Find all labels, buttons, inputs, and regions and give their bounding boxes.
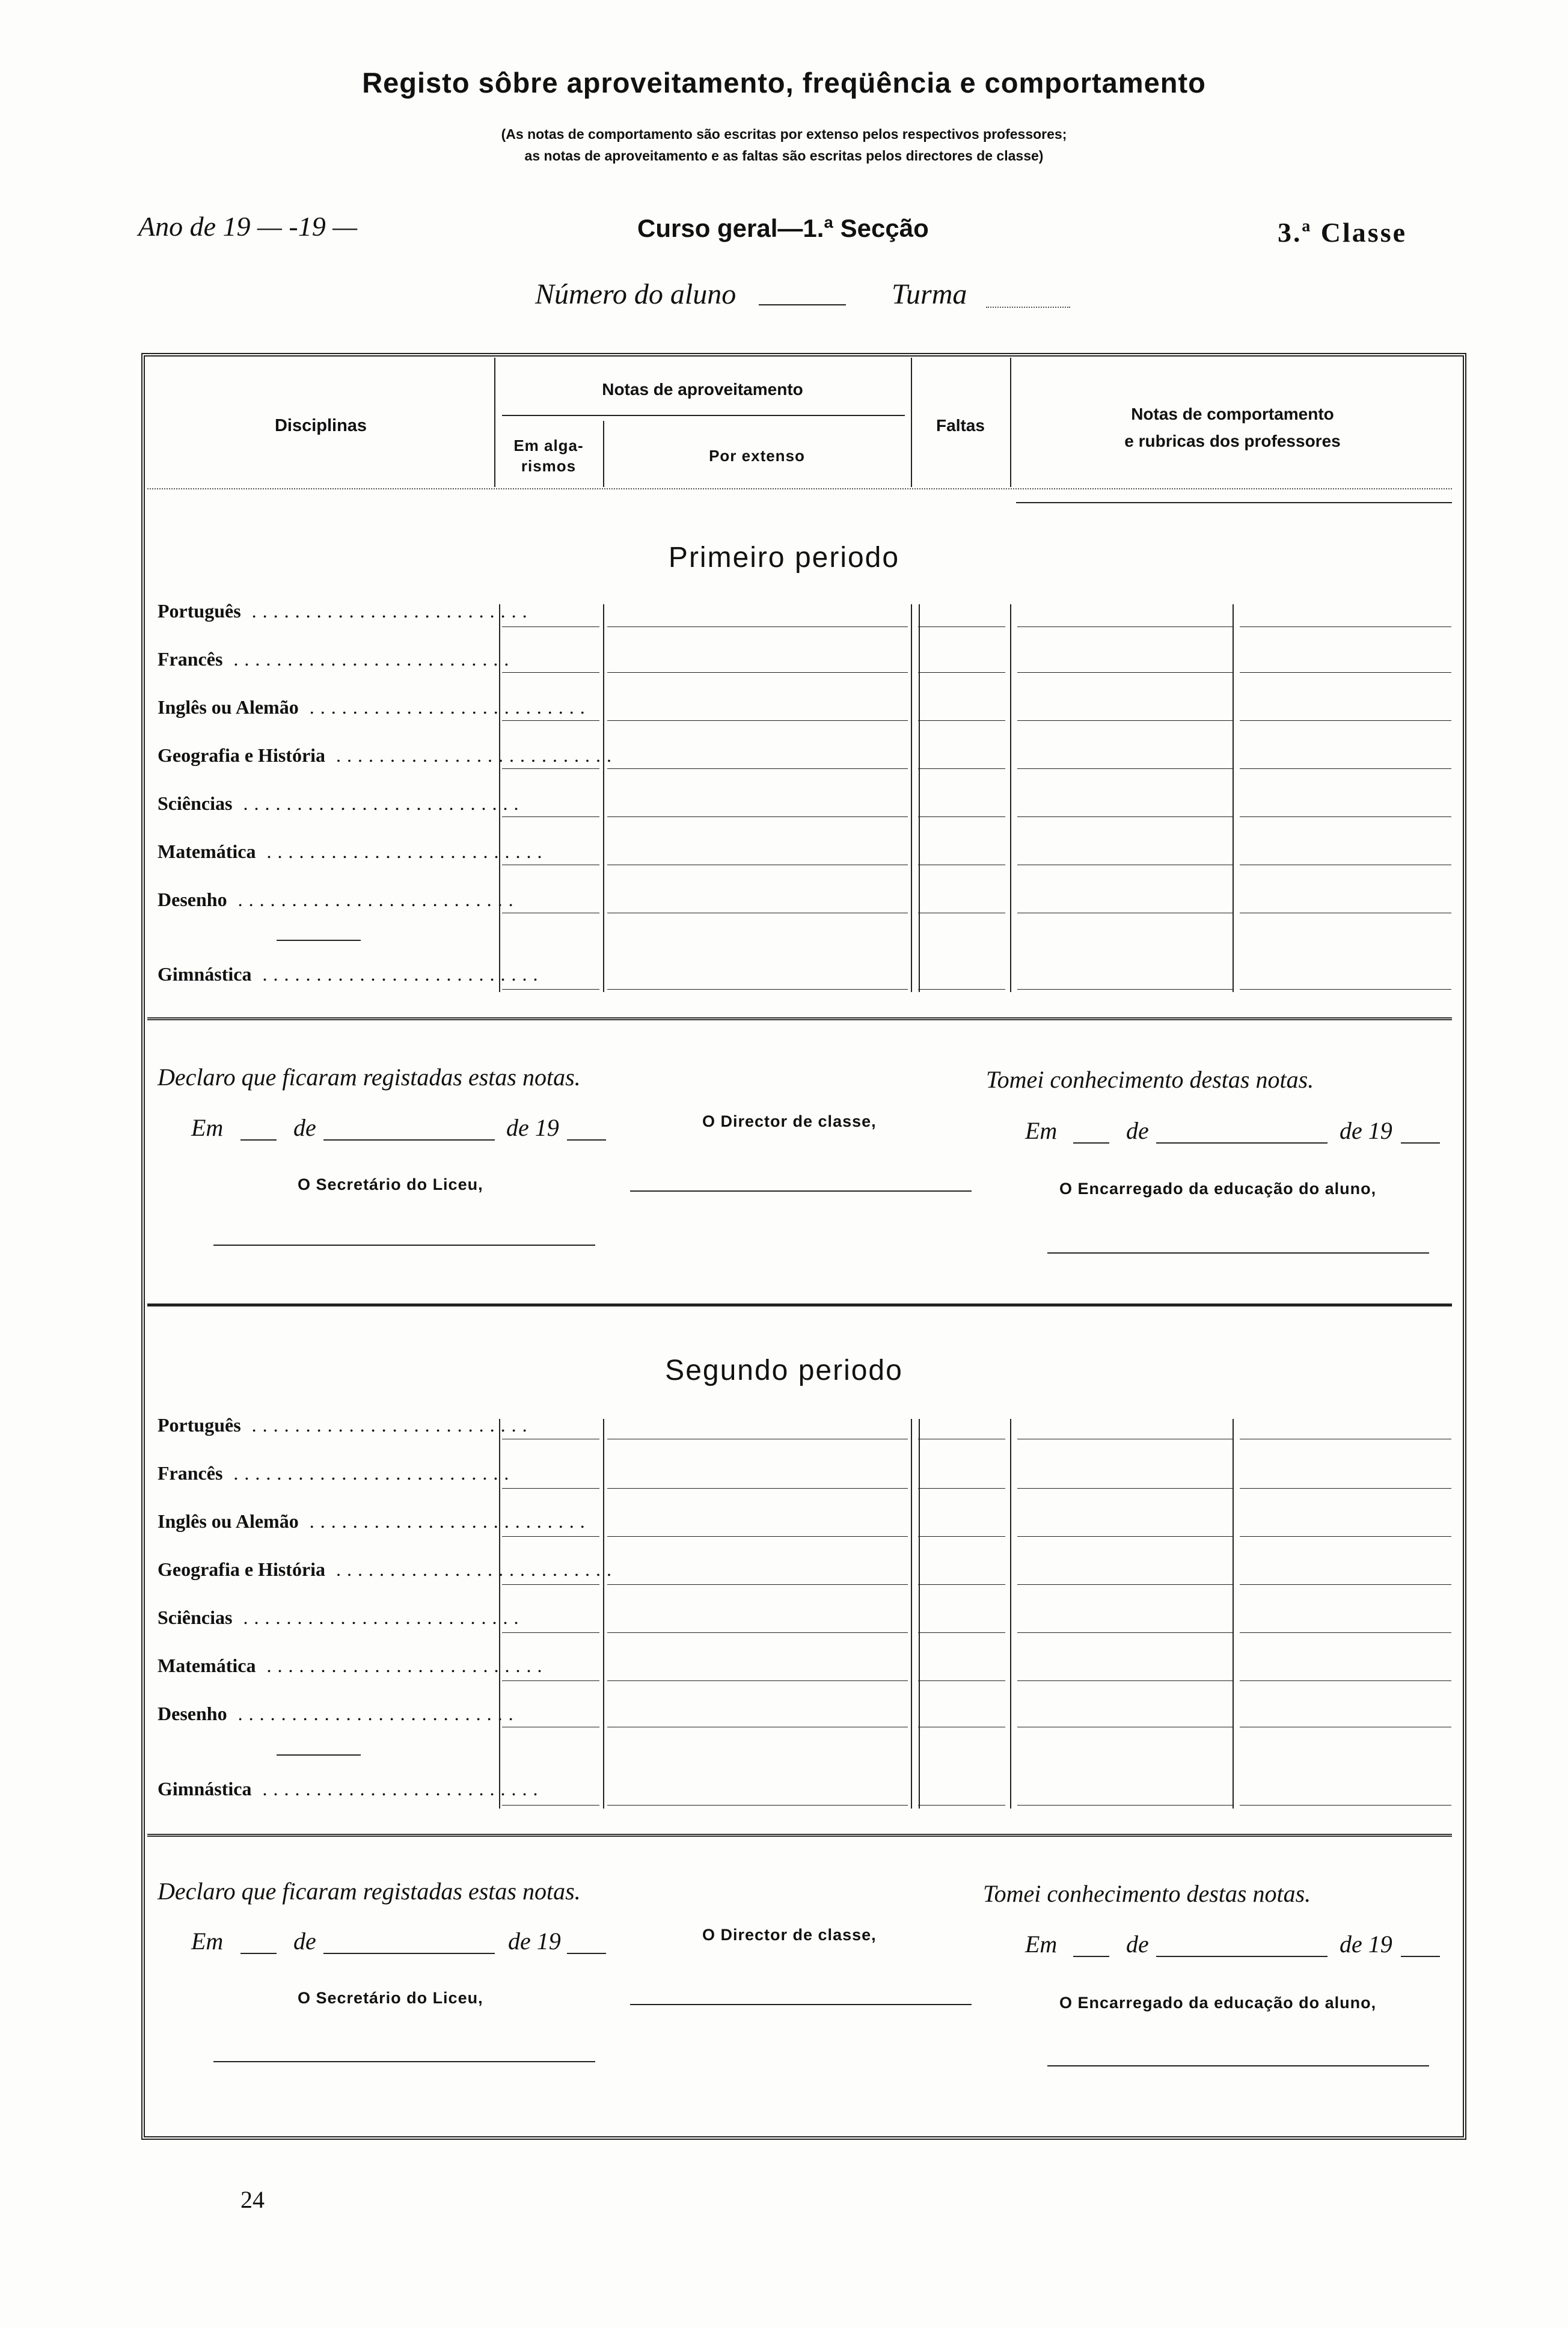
subject-name: Matemática	[158, 1655, 256, 1676]
subject-label: Sciências ..........................	[158, 792, 525, 814]
entry-line[interactable]	[1240, 1680, 1451, 1681]
period-1-title: Primeiro periodo	[668, 542, 900, 574]
entry-line[interactable]	[918, 1680, 1005, 1681]
entry-line[interactable]	[1240, 989, 1451, 990]
entry-line[interactable]	[502, 672, 599, 673]
entry-line[interactable]	[918, 672, 1005, 673]
entry-line[interactable]	[918, 816, 1005, 817]
instructions-line-2: as notas de aproveitamento e as faltas são escritas pelos directores de classe)	[524, 148, 1044, 164]
student-number-label: Número do aluno	[535, 278, 737, 310]
secretary-label-1: O Secretário do Liceu,	[298, 1175, 483, 1193]
subject-label: Matemática ..........................	[158, 841, 548, 862]
subject-name: Português	[158, 1414, 241, 1436]
page-number: 24	[240, 2186, 265, 2213]
entry-line[interactable]	[1017, 1632, 1234, 1633]
entry-line[interactable]	[607, 1584, 908, 1585]
entry-line[interactable]	[607, 816, 908, 817]
subject-label: Geografia e História ..........................	[158, 1558, 618, 1580]
entry-line[interactable]	[1017, 1805, 1234, 1806]
entry-line[interactable]	[1017, 816, 1234, 817]
entry-line[interactable]	[1240, 626, 1451, 627]
entry-line[interactable]	[502, 989, 599, 990]
entry-line[interactable]	[502, 626, 599, 627]
entry-line[interactable]	[1240, 768, 1451, 769]
entry-line[interactable]	[607, 1805, 908, 1806]
entry-line[interactable]	[1017, 1488, 1234, 1489]
col-comportamento-1: Notas de comportamento	[1131, 405, 1334, 423]
entry-line[interactable]	[607, 626, 908, 627]
entry-line[interactable]	[1017, 1584, 1234, 1585]
col-em-algarismos-1: Em alga-	[513, 437, 584, 455]
entry-line[interactable]	[918, 626, 1005, 627]
declaration-2: Declaro que ficaram registadas estas notas.	[158, 1878, 581, 1905]
class-label: 3.ª Classe	[1278, 217, 1407, 248]
subject-name: Sciências	[158, 792, 233, 814]
entry-line[interactable]	[1240, 1805, 1451, 1806]
entry-line[interactable]	[607, 768, 908, 769]
class-group-label: Turma	[892, 278, 967, 310]
subject-label: Francês ..........................	[158, 648, 515, 670]
subject-label: Gimnástica ..........................	[158, 1778, 544, 1800]
director-label-1: O Director de classe,	[702, 1112, 877, 1130]
entry-line[interactable]	[502, 1584, 599, 1585]
entry-line[interactable]	[1240, 1632, 1451, 1633]
subject-label: Desenho ..........................	[158, 889, 519, 910]
entry-line[interactable]	[1017, 768, 1234, 769]
entry-line[interactable]	[918, 1488, 1005, 1489]
entry-line[interactable]	[1240, 672, 1451, 673]
subject-label: Desenho ..........................	[158, 1703, 519, 1724]
page-title: Registo sôbre aproveitamento, freqüência e comportamento	[362, 67, 1206, 99]
acknowledgement-1: Tomei conhecimento destas notas.	[986, 1066, 1314, 1093]
instructions-line-1: (As notas de comportamento são escritas por extenso pelos respectivos professores;	[501, 126, 1067, 142]
entry-line[interactable]	[918, 768, 1005, 769]
entry-line[interactable]	[607, 989, 908, 990]
entry-line[interactable]	[502, 1805, 599, 1806]
entry-line[interactable]	[1017, 720, 1234, 721]
entry-line[interactable]	[607, 1536, 908, 1537]
entry-line[interactable]	[607, 1680, 908, 1681]
period-2-title: Segundo periodo	[665, 1355, 903, 1386]
col-por-extenso: Por extenso	[709, 447, 805, 465]
entry-line[interactable]	[1017, 1536, 1234, 1537]
entry-line[interactable]	[1240, 1536, 1451, 1537]
subject-name: Gimnástica	[158, 963, 252, 985]
subject-name: Geografia e História	[158, 1558, 326, 1580]
class-group-line	[986, 307, 1070, 308]
subject-label: Sciências ..........................	[158, 1607, 525, 1628]
guardian-signature-line-1	[1047, 1252, 1429, 1254]
entry-line[interactable]	[918, 1536, 1005, 1537]
student-number-line	[759, 304, 846, 305]
entry-line[interactable]	[607, 720, 908, 721]
entry-line[interactable]	[918, 1632, 1005, 1633]
director-signature-line-1	[630, 1190, 972, 1192]
subject-name: Francês	[158, 1462, 223, 1484]
entry-line[interactable]	[502, 816, 599, 817]
subject-label: Português ..........................	[158, 1414, 533, 1436]
entry-line[interactable]	[1017, 989, 1234, 990]
entry-line[interactable]	[918, 1584, 1005, 1585]
col-disciplinas: Disciplinas	[274, 416, 367, 435]
entry-line[interactable]	[1017, 1680, 1234, 1681]
entry-line[interactable]	[502, 720, 599, 721]
subject-label: Matemática ..........................	[158, 1655, 548, 1676]
subject-name: Geografia e História	[158, 744, 326, 766]
entry-line[interactable]	[502, 768, 599, 769]
guardian-label-2: O Encarregado da educação do aluno,	[1059, 1994, 1377, 2012]
col-comportamento-2: e rubricas dos professores	[1124, 432, 1341, 450]
director-label-2: O Director de classe,	[702, 1926, 877, 1944]
subject-name: Matemática	[158, 841, 256, 862]
entry-line[interactable]	[1240, 1488, 1451, 1489]
school-year-field: Ano de 19 — -19 —	[138, 211, 358, 242]
subject-name: Inglês ou Alemão	[158, 696, 299, 718]
col-notas-aproveitamento: Notas de aproveitamento	[602, 380, 803, 399]
subject-name: Desenho	[158, 889, 227, 910]
subject-label: Geografia e História ..........................	[158, 744, 618, 766]
director-signature-line-2	[630, 2004, 972, 2005]
subject-label: Português ..........................	[158, 600, 533, 622]
entry-line[interactable]	[918, 1805, 1005, 1806]
subject-name: Gimnástica	[158, 1778, 252, 1800]
entry-line[interactable]	[918, 720, 1005, 721]
guardian-label-1: O Encarregado da educação do aluno,	[1059, 1180, 1377, 1198]
subject-name: Sciências	[158, 1607, 233, 1628]
subject-name: Francês	[158, 648, 223, 670]
subject-name: Português	[158, 600, 241, 622]
entry-line[interactable]	[502, 1536, 599, 1537]
secretary-signature-line-1	[213, 1245, 595, 1246]
entry-line[interactable]	[1017, 672, 1234, 673]
subject-label: Inglês ou Alemão ..........................	[158, 696, 591, 718]
subject-label: Gimnástica ..........................	[158, 963, 544, 985]
guardian-signature-line-2	[1047, 2065, 1429, 2066]
entry-line[interactable]	[502, 1632, 599, 1633]
secretary-label-2: O Secretário do Liceu,	[298, 1989, 483, 2007]
entry-line[interactable]	[1240, 816, 1451, 817]
subject-name: Desenho	[158, 1703, 227, 1724]
subject-label: Inglês ou Alemão ..........................	[158, 1510, 591, 1532]
subject-label: Francês ..........................	[158, 1462, 515, 1484]
secretary-signature-line-2	[213, 2061, 595, 2062]
entry-line[interactable]	[607, 1488, 908, 1489]
subject-name: Inglês ou Alemão	[158, 1510, 299, 1532]
col-faltas: Faltas	[936, 416, 985, 435]
entry-line[interactable]	[918, 989, 1005, 990]
entry-line[interactable]	[502, 1488, 599, 1489]
entry-line[interactable]	[1017, 626, 1234, 627]
entry-line[interactable]	[502, 1680, 599, 1681]
entry-line[interactable]	[1240, 1584, 1451, 1585]
course-label: Curso geral—1.ª Secção	[637, 214, 929, 242]
col-em-algarismos-2: rismos	[521, 457, 577, 475]
acknowledgement-2: Tomei conhecimento destas notas.	[983, 1880, 1311, 1907]
entry-line[interactable]	[607, 672, 908, 673]
entry-line[interactable]	[607, 1632, 908, 1633]
declaration-1: Declaro que ficaram registadas estas notas.	[158, 1064, 581, 1091]
entry-line[interactable]	[1240, 720, 1451, 721]
